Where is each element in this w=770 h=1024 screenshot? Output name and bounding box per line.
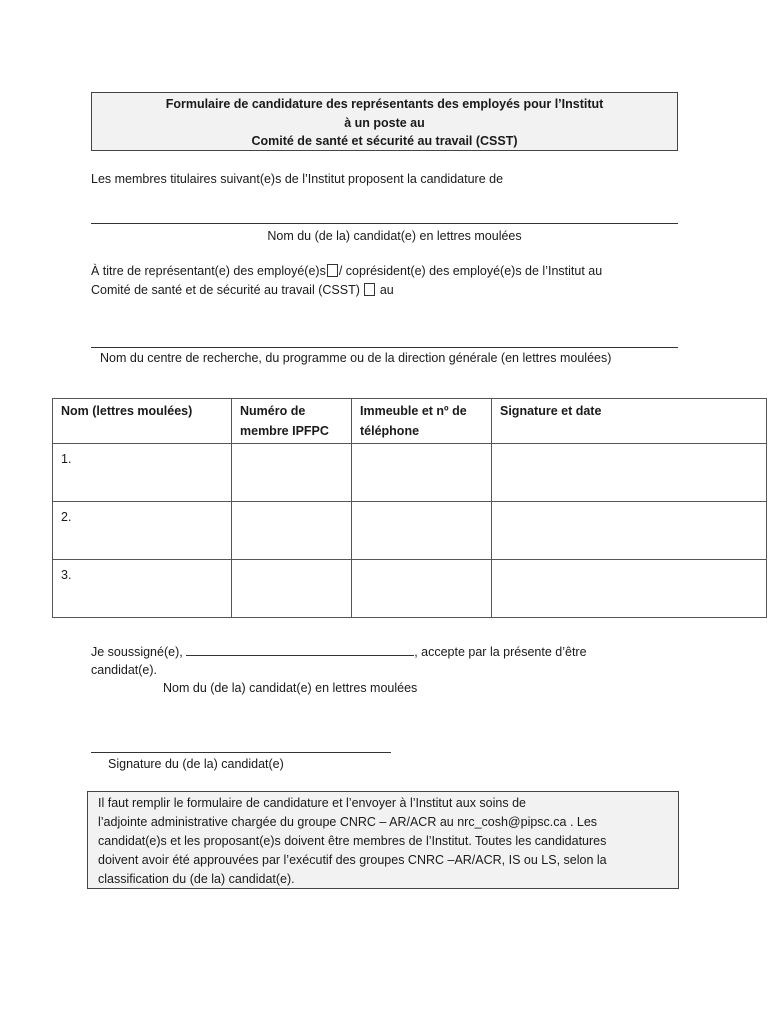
form-title-line3: Comité de santé et sécurité au travail (CSST) — [251, 134, 518, 148]
table-row — [53, 560, 767, 618]
intro-text: Les membres titulaires suivant(e)s de l’Institut proposent la candidature de — [91, 172, 504, 186]
row-2-member-cell[interactable] — [232, 502, 352, 560]
table-row — [53, 502, 767, 560]
row-3-phone-cell[interactable] — [352, 560, 492, 618]
row-1-name-cell[interactable] — [53, 444, 232, 502]
note-line4: doivent avoir été approuvées par l’exécutif des groupes CNRC –AR/ACR, IS ou LS, selon la — [98, 853, 607, 867]
acceptance-paragraph — [91, 643, 691, 679]
note-line1: Il faut remplir le formulaire de candidature et l’envoyer à l’Institut aux soins de — [98, 796, 526, 810]
note-line3: candidat(e)s et les proposant(e)s doivent être membres de l’Institut. Toutes les candidatures — [98, 834, 607, 848]
centre-name-line[interactable] — [91, 347, 678, 348]
form-title-line2: à un poste au — [344, 115, 425, 130]
row-2-phone-cell[interactable] — [352, 502, 492, 560]
table-row — [53, 444, 767, 502]
row-1-member-cell[interactable] — [232, 444, 352, 502]
row-3-member-cell[interactable] — [232, 560, 352, 618]
header-member-number: Numéro de membre IPFPC — [232, 399, 352, 444]
candidate-name-caption: Nom du (de la) candidat(e) en lettres moulées — [267, 229, 522, 243]
instructions-note-box — [87, 791, 679, 889]
form-title-box — [91, 92, 678, 151]
header-signature-date: Signature et date — [492, 399, 767, 444]
signature-line[interactable] — [91, 752, 391, 753]
note-line5: classification du (de la) candidat(e). — [98, 872, 295, 886]
role-text-part1: À titre de représentant(e) des employé(e)s — [91, 264, 326, 278]
form-title-line1: Formulaire de candidature des représentants des employés pour l’Institut — [165, 97, 604, 111]
role-text-part2: / coprésident(e) des employé(e)s de l’Institut au — [338, 264, 603, 278]
row-3-signature-cell[interactable] — [492, 560, 767, 618]
header-name: Nom (lettres moulées) — [53, 399, 232, 444]
row-number: 1. — [61, 452, 72, 466]
acceptance-name-blank[interactable] — [186, 643, 414, 656]
row-2-signature-cell[interactable] — [492, 502, 767, 560]
row-3-name-cell[interactable] — [53, 560, 232, 618]
row-2-name-cell[interactable] — [53, 502, 232, 560]
role-text-part4: au — [379, 283, 394, 297]
representative-checkbox[interactable] — [327, 264, 338, 277]
row-number: 2. — [61, 510, 72, 524]
acceptance-line2: candidat(e). — [91, 663, 158, 677]
header-building-phone: Immeuble et nº de téléphone — [352, 399, 492, 444]
signature-caption: Signature du (de la) candidat(e) — [108, 757, 284, 771]
centre-name-caption: Nom du centre de recherche, du programme ou de la direction générale (en lettres moulées) — [100, 351, 612, 365]
acceptance-caption: Nom du (de la) candidat(e) en lettres moulées — [163, 681, 418, 695]
acceptance-prefix: Je soussigné(e), — [91, 645, 183, 659]
csst-checkbox[interactable] — [364, 283, 375, 296]
table-header-row — [53, 399, 767, 444]
role-text-part3: Comité de santé et de sécurité au travail (CSST) — [91, 283, 360, 297]
acceptance-suffix: , accepte par la présente d’être — [414, 645, 587, 659]
members-table — [52, 398, 767, 618]
row-1-phone-cell[interactable] — [352, 444, 492, 502]
row-1-signature-cell[interactable] — [492, 444, 767, 502]
row-number: 3. — [61, 568, 72, 582]
candidate-name-line[interactable] — [91, 223, 678, 224]
note-line2: l’adjointe administrative chargée du groupe CNRC – AR/ACR au nrc_cosh@pipsc.ca . Les — [98, 815, 598, 829]
role-paragraph — [91, 262, 691, 300]
